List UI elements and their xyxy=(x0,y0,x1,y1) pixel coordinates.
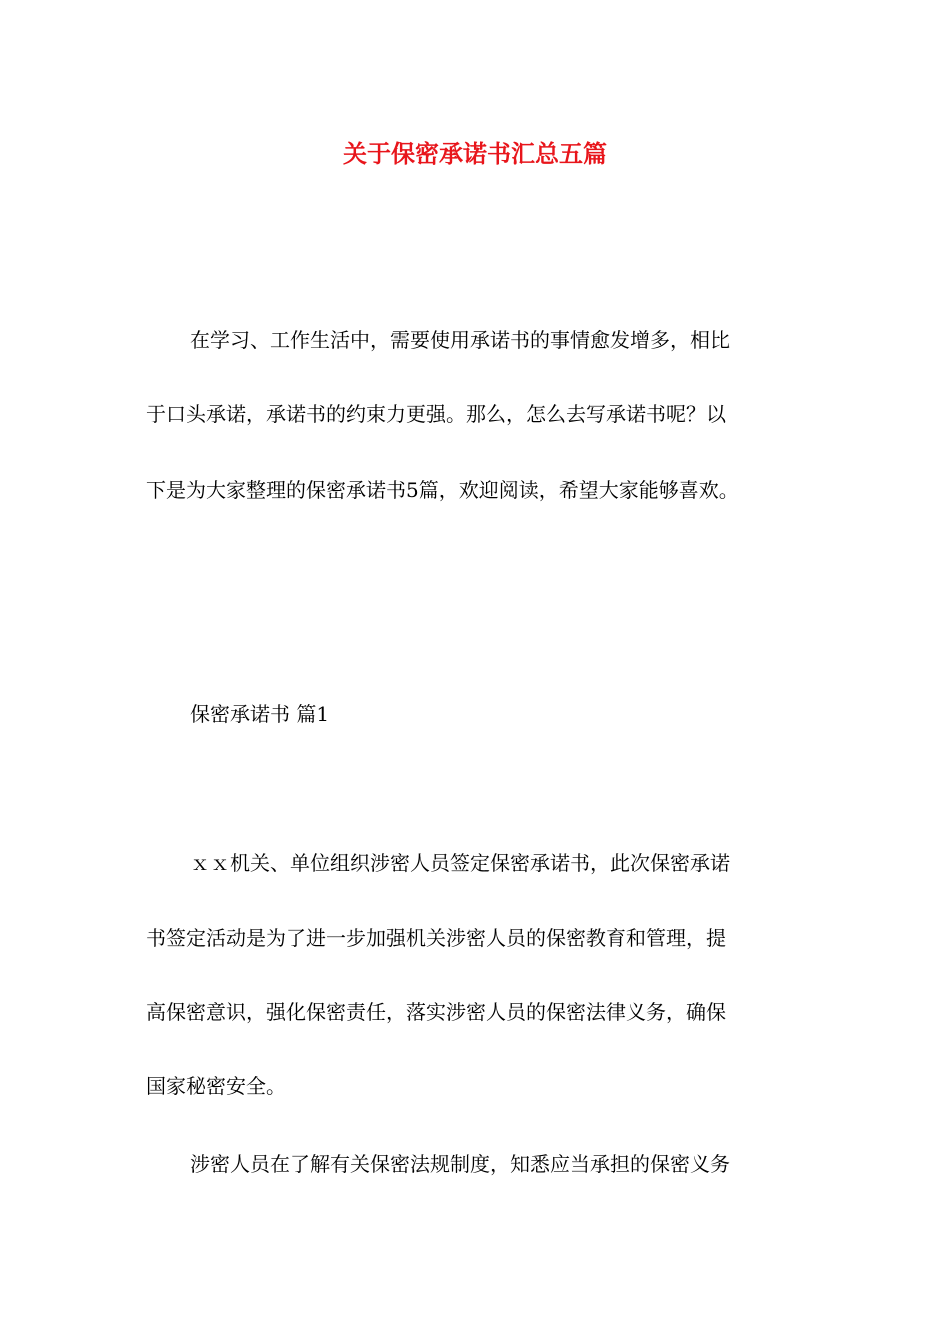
body-line-5: 涉密人员在了解有关保密法规制度，知悉应当承担的保密义务 xyxy=(190,1152,730,1176)
body-line-2: 书签定活动是为了进一步加强机关涉密人员的保密教育和管理，提 xyxy=(146,926,726,950)
page-title: 关于保密承诺书汇总五篇 xyxy=(343,139,607,168)
intro-line-1: 在学习、工作生活中，需要使用承诺书的事情愈发增多，相比 xyxy=(190,328,730,352)
intro-line-2: 于口头承诺，承诺书的约束力更强。那么，怎么去写承诺书呢？以 xyxy=(146,402,726,426)
section-heading: 保密承诺书 篇1 xyxy=(190,702,330,726)
body-line-4: 国家秘密安全。 xyxy=(146,1074,286,1098)
body-line-3: 高保密意识，强化保密责任，落实涉密人员的保密法律义务，确保 xyxy=(146,1000,726,1024)
intro-line-3: 下是为大家整理的保密承诺书5篇，欢迎阅读，希望大家能够喜欢。 xyxy=(146,478,739,502)
body-line-1: ｘｘ机关、单位组织涉密人员签定保密承诺书，此次保密承诺 xyxy=(190,851,730,875)
